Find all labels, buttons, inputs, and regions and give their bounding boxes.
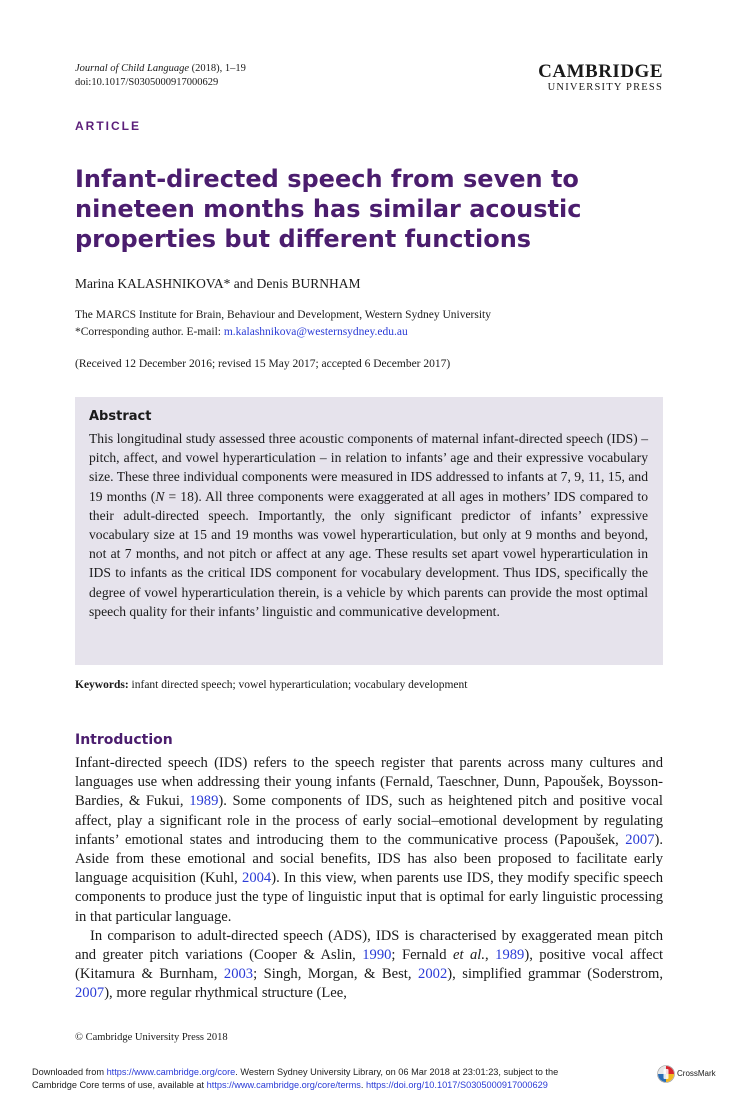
affiliation-block [75, 307, 491, 341]
citation-link[interactable]: 1989 [189, 793, 219, 810]
citation-link[interactable]: 2007 [75, 985, 105, 1002]
abstract-text: This longitudinal study assessed three acoustic components of maternal infant-directed speech (IDS) – pitch, affect, and vowel hyperarticulation – in relation to infants’ age and their expressive vocabulary size. These three individual components were measured in IDS addressed to infants at 7, 9, 11, 15, and 19 months (N = 18). All three components were exaggerated at all ages in mothers’ IDS compared to their adult-directed speech. Importantly, the only significant predictor of infants’ expressive vocabulary size at 15 and 19 months was vowel hyperarticulation, but only at 9 months and beyond, not at 7 months, and not pitch or affect at any age. These results set apart vowel hyperarticulation in IDS to infants as the critical IDS component for vocabulary development. Thus IDS, specifically the degree of vowel hyperarticulation therein, is a vehicle by which parents can provide the most optimal speech quality for their infants’ linguistic and communicative development. [89, 431, 649, 619]
keywords [75, 679, 675, 691]
affiliation: The MARCS Institute for Brain, Behaviour and Development, Western Sydney University [75, 309, 491, 321]
journal-info [75, 62, 246, 90]
citation-link[interactable]: 2002 [418, 966, 448, 983]
publisher-sub: UNIVERSITY PRESS [547, 82, 663, 93]
doi-link[interactable]: https://doi.org/10.1017/S0305000917000629 [365, 1080, 548, 1090]
paper-title: Infant-directed speech from seven to nineteen months has similar acoustic properties but different functions [75, 165, 582, 253]
crossmark-label: CrossMark [677, 1069, 716, 1078]
received-dates: (Received 12 December 2016; revised 15 May 2017; accepted 6 December 2017) [75, 358, 451, 370]
keywords-label: Keywords: [75, 679, 129, 691]
section-heading-introduction: Introduction [75, 732, 173, 748]
paragraph: Infant-directed speech (IDS) refers to the speech register that parents across many cultures and languages use when addressing their young infants (Fernald, Taeschner, Dunn, Papoušek, Boysson-Bardies, & Fukui, 1989). Some components of IDS, such as heightened pitch and positive vocal affect, play a significant role in the process of early social–emotional development by regulating infants’ emotional states and introducing them to the communicative process (Papoušek, 2007). Aside from these emotional and social benefits, IDS has also been proposed to facilitate early language acquisition (Kuhl, 2004). In this view, when parents use IDS, they modify specific speech components to produce just the type of linguistic input that is optimal for early linguistic processing in that particular language. [75, 755, 664, 925]
corresponding-label: *Corresponding author. E-mail: [75, 326, 224, 338]
crossmark-icon [657, 1065, 675, 1083]
terms-link[interactable]: https://www.cambridge.org/core/terms [206, 1080, 361, 1090]
download-footer: Downloaded from https://www.cambridge.org/core. Western Sydney University Library, on 06 Mar 2018 at 23:01:23, subject to the Cambridge Core terms of use, available at https://www.cambridge.org/core/terms. https://doi.org/10.1017/S0305000917000629 [32, 1067, 559, 1090]
journal-year-pages: (2018), 1–19 [189, 63, 246, 74]
publisher-name: CAMBRIDGE [538, 61, 663, 82]
publisher-logo [527, 62, 663, 94]
citation-link[interactable]: 2007 [625, 831, 655, 848]
introduction-body [75, 754, 663, 1004]
citation-link[interactable]: 2004 [242, 870, 272, 887]
doi: doi:10.1017/S0305000917000629 [75, 77, 219, 88]
copyright: © Cambridge University Press 2018 [75, 1032, 228, 1043]
journal-name: Journal of Child Language [75, 63, 190, 74]
article-type: ARTICLE [75, 119, 141, 133]
email-link[interactable]: m.kalashnikova@westernsydney.edu.au [223, 326, 408, 338]
keywords-text: infant directed speech; vowel hyperarticulation; vocabulary development [128, 679, 468, 691]
core-link[interactable]: https://www.cambridge.org/core [106, 1067, 236, 1077]
citation-link[interactable]: 1990 [362, 947, 392, 964]
n-label: N [155, 488, 165, 504]
crossmark-badge[interactable] [657, 1065, 716, 1088]
abstract-heading: Abstract [89, 409, 152, 424]
paragraph: In comparison to adult-directed speech (ADS), IDS is characterised by exaggerated mean pitch and greater pitch variations (Cooper & Aslin, 1990; Fernald et al., 1989), positive vocal affect (Kitamura & Burnham, 2003; Singh, Morgan, & Best, 2002), simplified grammar (Soderstrom, 2007), more regular rhythmical structure (Lee, [75, 927, 664, 1002]
authors: Marina KALASHNIKOVA* and Denis BURNHAM [75, 276, 361, 291]
citation-link[interactable]: 1989 [495, 947, 525, 964]
citation-link[interactable]: 2003 [223, 966, 254, 983]
